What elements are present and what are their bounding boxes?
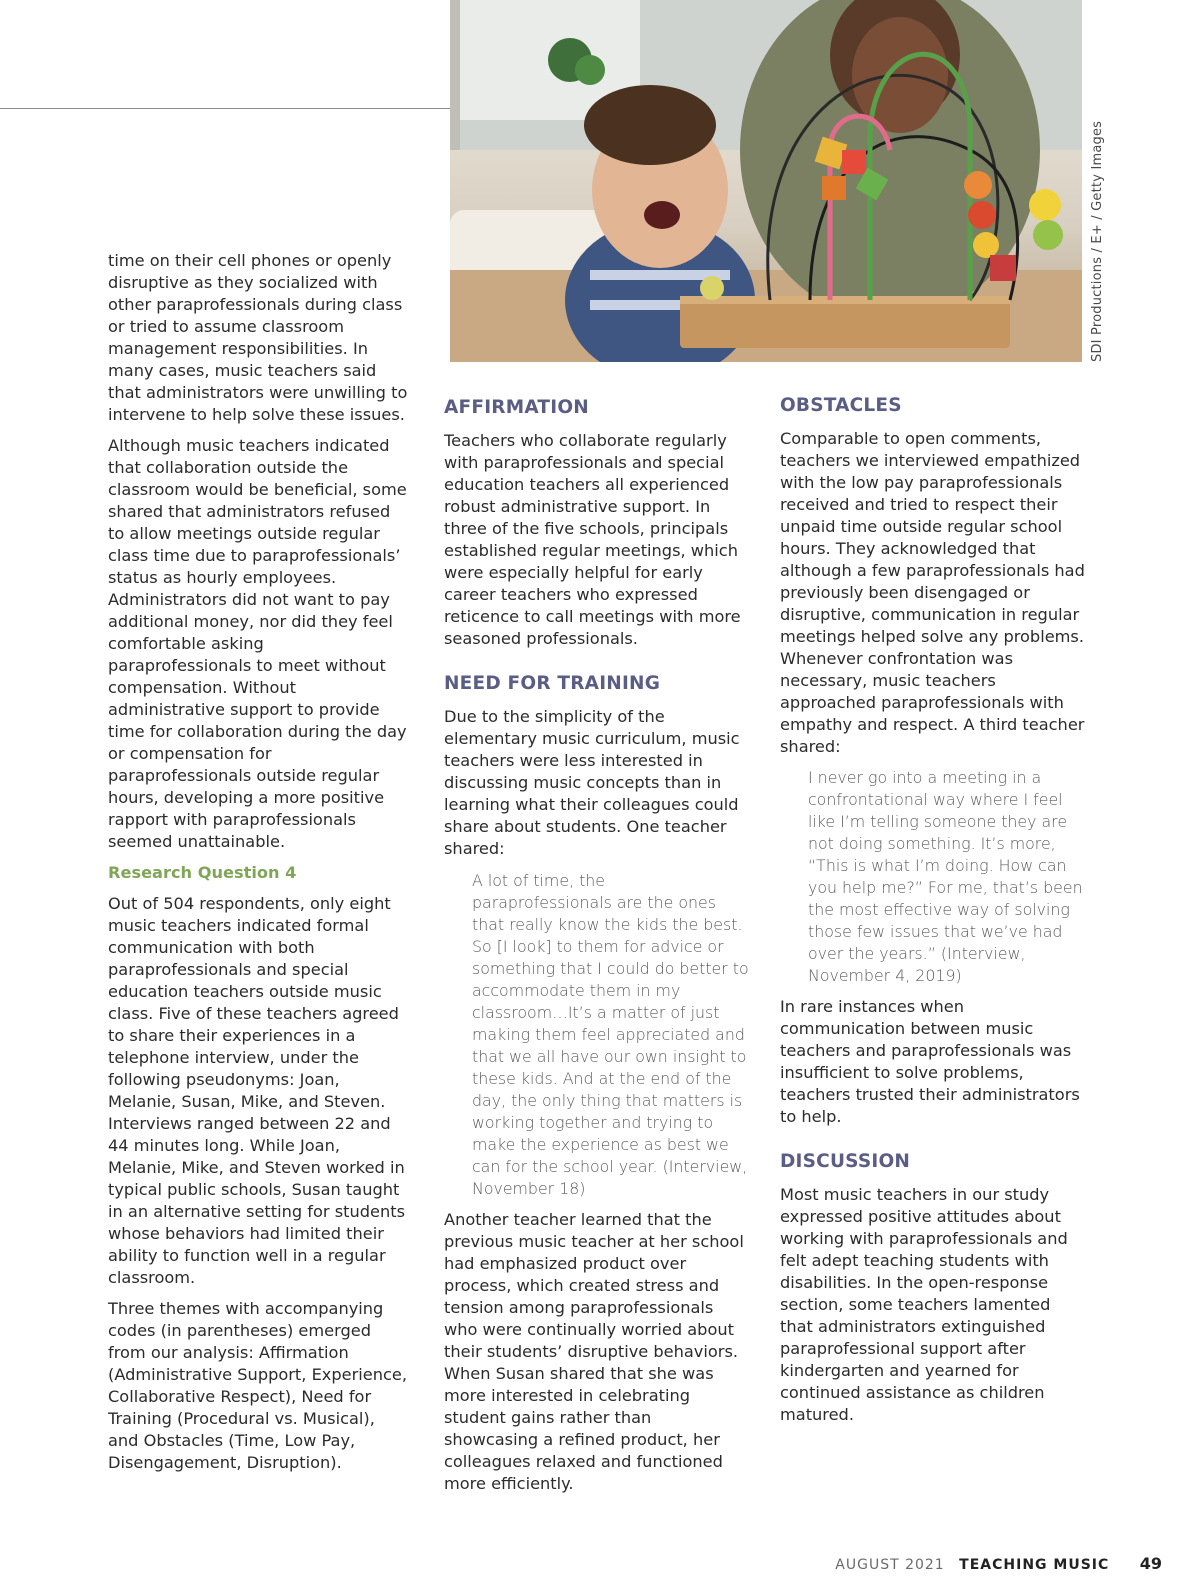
page-number: 49 [1139, 1554, 1162, 1573]
heading-affirmation: AFFIRMATION [444, 397, 589, 418]
col3-quote: I never go into a meeting in a confrontational way where I feel like I’m telling someone they are not doing something. It’s more, “This is what I’m doing. How can you help me?” For me, that’s been the most effective way of solving those few issues that we’ve had over the years.” (Interview, November 4, 2019) [808, 768, 1083, 985]
col1-paragraph-3: Out of 504 respondents, only eight music teachers indicated formal communication with both paraprofessionals and special education teachers outside music class. Five of these teachers agreed to share their experiences in a telephone interview, under the following pseudonyms: Joan, Melanie, Susan, Mike, and Steven. Interviews ranged between 22 and 44 minutes long. While Joan, Melanie, Mike, and Steven worked in typical public schools, Susan taught in an alternative setting for students whose behaviors had limited their ability to function well in a regular classroom. [108, 894, 406, 1287]
heading-need-for-training: NEED FOR TRAINING [444, 673, 661, 694]
col2-paragraph-2: Due to the simplicity of the elementary music curriculum, music teachers were less interested in discussing music concepts than in learning what their colleagues could share about students. One teacher shared: [444, 707, 740, 858]
research-question-heading: Research Question 4 [108, 863, 297, 882]
heading-discussion: DISCUSSION [780, 1151, 911, 1172]
photo-illustration [450, 0, 1082, 362]
footer-date: AUGUST 2021 [835, 1557, 945, 1573]
footer-magazine-title: TEACHING MUSIC [959, 1557, 1110, 1573]
col1-paragraph-1: time on their cell phones or openly disruptive as they socialized with other paraprofessionals during class or tried to assume classroom management responsibilities. In many cases, music teachers said that administrators were unwilling to intervene to help solve these issues. [108, 251, 408, 424]
col2-paragraph-3: Another teacher learned that the previous music teacher at her school had emphasized product over process, which created stress and tension among paraprofessionals who were continually worried about their students’ disruptive behaviors. When Susan shared that she was more interested in celebrating student gains rather than showcasing a refined product, her colleagues relaxed and functioned more efficiently. [444, 1210, 744, 1493]
col3-paragraph-3: Most music teachers in our study expressed positive attitudes about working with paraprofessionals and felt adept teaching students with disabilities. In the open-response section, some teachers lamented that administrators extinguished paraprofessional support after kindergarten and yearned for continued assistance as children matured. [780, 1185, 1068, 1424]
col3-paragraph-2: In rare instances when communication between music teachers and paraprofessionals was insufficient to solve problems, teachers trusted their administrators to help. [780, 997, 1080, 1126]
col3-paragraph-1: Comparable to open comments, teachers we interviewed empathized with the low pay paraprofessionals received and tried to respect their unpaid time outside regular school hours. They acknowledged that although a few paraprofessionals had previously been disengaged or disruptive, communication in regular meetings helped solve any problems. Whenever confrontation was necessary, music teachers approached paraprofessionals with empathy and respect. A third teacher shared: [780, 429, 1085, 756]
column-2 [444, 396, 749, 1504]
photo-credit: SDI Productions / E+ / Getty Images [1090, 120, 1105, 362]
col2-paragraph-1: Teachers who collaborate regularly with paraprofessionals and special education teachers all experienced robust administrative support. In three of the five schools, principals established regular meetings, which were especially helpful for early career teachers who expressed reticence to call meetings with more seasoned professionals. [444, 431, 741, 648]
col1-paragraph-4: Three themes with accompanying codes (in parentheses) emerged from our analysis: Affirmation (Administrative Support, Experience, Collaborative Respect), Need for Training (Procedural vs. Musical), and Obstacles (Time, Low Pay, Disengagement, Disruption). [108, 1299, 407, 1472]
col1-paragraph-2: Although music teachers indicated that collaboration outside the classroom would be beneficial, some shared that administrators refused to allow meetings outside regular class time due to paraprofessionals’ status as hourly employees. Administrators did not want to pay additional money, nor did they feel comfortable asking paraprofessionals to meet without compensation. Without administrative support to provide time for collaboration during the day or compensation for paraprofessionals outside regular hours, developing a more positive rapport with paraprofessionals seemed unattainable. [108, 436, 407, 851]
top-rule [0, 108, 452, 109]
photo [450, 0, 1082, 362]
heading-obstacles: OBSTACLES [780, 395, 902, 416]
column-1 [108, 250, 408, 1483]
column-3 [780, 394, 1085, 1435]
col2-quote: A lot of time, the paraprofessionals are the ones that really know the kids the best. So [I look] to them for advice or something that I could do better to accommodate them in my classroom…It’s a matter of just making them feel appreciated and that we all have our own insight to these kids. And at the end of the day, the only thing that matters is working together and trying to make the experience as best we can for the school year. (Interview, November 18) [472, 871, 749, 1198]
page-footer [835, 1554, 1162, 1573]
